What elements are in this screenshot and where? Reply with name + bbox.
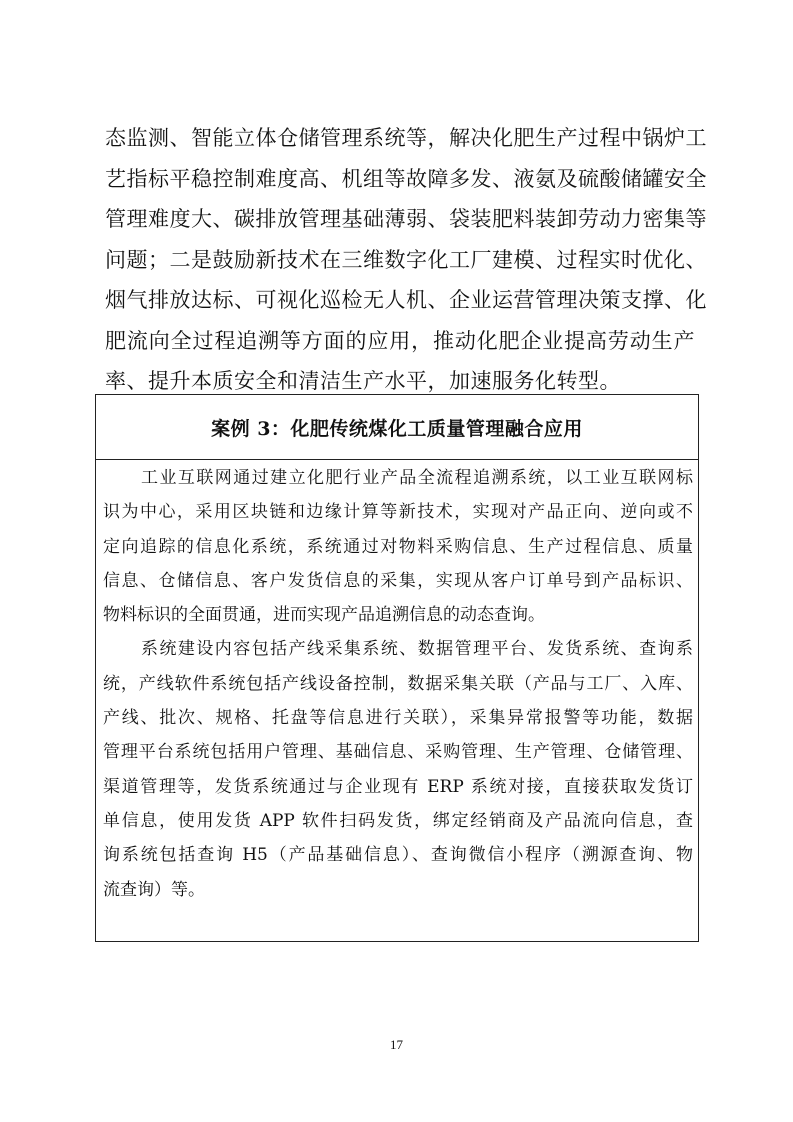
body-line: 艺指标平稳控制难度高、机组等故障多发、液氨及硫酸储罐安全 — [105, 166, 707, 191]
case-paragraph-2-line: 流查询）等。 — [103, 879, 205, 900]
case-paragraph-1-line: 信息、仓储信息、客户发货信息的采集，实现从客户订单号到产品标识、 — [103, 570, 693, 591]
case-paragraph-2-line: 系统建设内容包括产线采集系统、数据管理平台、发货系统、查询系 — [141, 639, 693, 660]
case-paragraph-1-line: 定向追踪的信息化系统，系统通过对物料采购信息、生产过程信息、质量 — [103, 536, 693, 557]
case-paragraph-1-line: 识为中心，采用区块链和边缘计算等新技术，实现对产品正向、逆向或不 — [103, 502, 693, 523]
page-number: 17 — [390, 1037, 403, 1052]
case-title: 案例 3：化肥传统煤化工质量管理融合应用 — [211, 417, 583, 440]
body-line: 态监测、智能立体仓储管理系统等，解决化肥生产过程中锅炉工 — [105, 126, 707, 150]
case-paragraph-2-line: 管理平台系统包括用户管理、基础信息、采购管理、生产管理、仓储管理、 — [103, 742, 693, 763]
body-line: 率、提升本质安全和清洁生产水平，加速服务化转型。 — [105, 369, 621, 393]
case-title-row — [96, 395, 698, 460]
case-paragraph-1-line: 物料标识的全面贯通，进而实现产品追溯信息的动态查询。 — [103, 605, 545, 626]
body-line: 问题；二是鼓励新技术在三维数字化工厂建模、过程实时优化、 — [105, 247, 707, 272]
body-paragraph — [105, 118, 707, 402]
body-line: 烟气排放达标、可视化巡检无人机、企业运营管理决策支撑、化 — [105, 288, 707, 312]
case-paragraph-2-line: 询系统包括查询 H5（产品基础信息）、查询微信小程序（溯源查询、物 — [103, 845, 693, 866]
case-paragraph-2-line: 统，产线软件系统包括产线设备控制，数据采集关联（产品与工厂、入库、 — [103, 673, 693, 694]
body-line: 肥流向全过程追溯等方面的应用，推动化肥企业提高劳动生产 — [105, 328, 695, 353]
body-line: 管理难度大、碳排放管理基础薄弱、袋装肥料装卸劳动力密集等 — [105, 207, 707, 231]
case-study-box — [95, 394, 699, 942]
case-body — [103, 461, 693, 907]
case-paragraph-2-line: 单信息，使用发货 APP 软件扫码发货，绑定经销商及产品流向信息，查 — [103, 810, 693, 831]
case-paragraph-2-line: 产线、批次、规格、托盘等信息进行关联），采集异常报警等功能，数据 — [103, 708, 693, 729]
case-paragraph-1-line: 工业互联网通过建立化肥行业产品全流程追溯系统，以工业互联网标 — [141, 468, 693, 488]
case-paragraph-2-line: 渠道管理等，发货系统通过与企业现有 ERP 系统对接，直接获取发货订 — [103, 776, 693, 797]
